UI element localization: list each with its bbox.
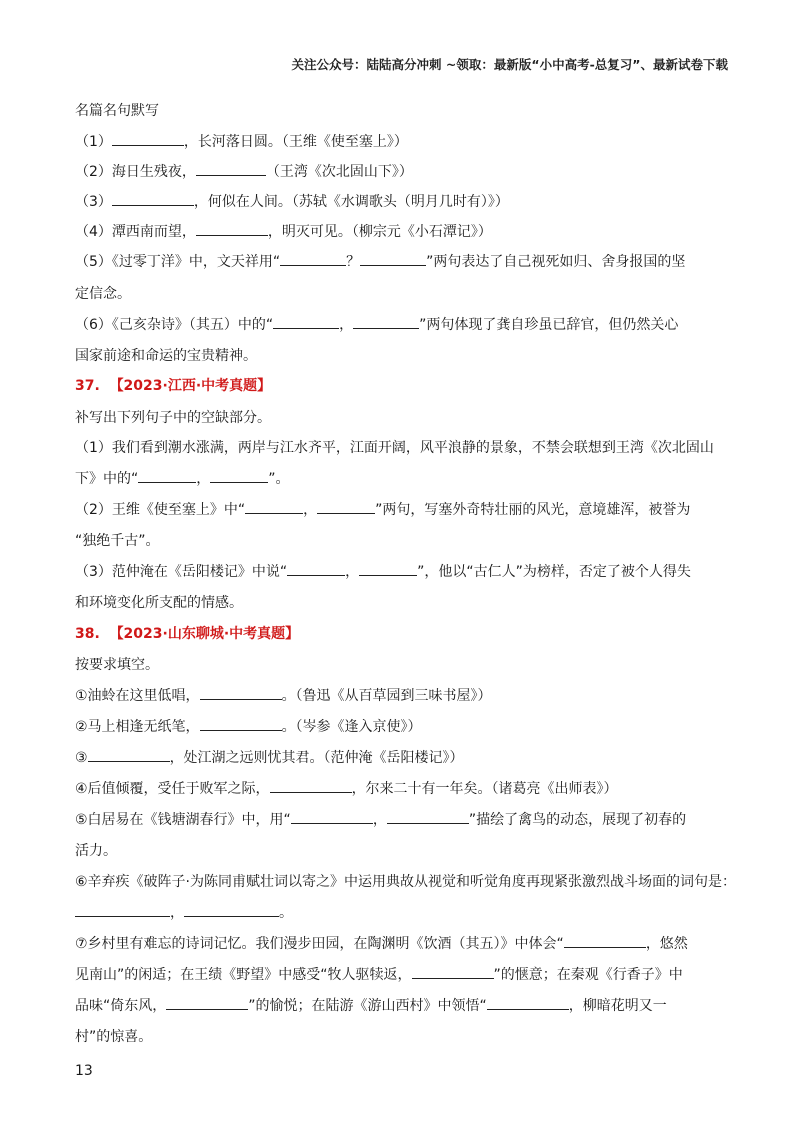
answer-blank[interactable]: [88, 747, 170, 762]
question-1-6-cont: 国家前途和命运的宝贵精神。: [75, 348, 257, 364]
section-title: 名篇名句默写: [75, 103, 159, 119]
answer-blank[interactable]: [166, 995, 248, 1010]
question-38-1: ①油蛉在这里低唱， 。（鲁迅《从百草园到三味书屋》）: [75, 685, 492, 705]
question-38-5-cont: 活力。: [75, 843, 117, 859]
answer-blank[interactable]: [412, 964, 494, 979]
page-header: 关注公众号：陆陆高分冲刺 ~领取：最新版“小中高考-总复习”、最新试卷下载: [291, 57, 728, 72]
answer-blank[interactable]: [210, 468, 268, 483]
answer-blank[interactable]: [387, 809, 469, 824]
answer-blank[interactable]: [564, 933, 646, 948]
question-38-7: ⑦乡村里有难忘的诗词记忆。我们漫步田园，在陶渊明《饮酒（其五）》中体会“ ，悠然: [75, 933, 688, 953]
answer-blank[interactable]: [273, 314, 339, 329]
question-37-3: （3）范仲淹在《岳阳楼记》中说“ ， ”，他以“古仁人”为榜样，否定了被个人得失: [75, 561, 691, 581]
question-38-7-cont2: 品味“倚东风， ”的愉悦；在陆游《游山西村》中领悟“ ，柳暗花明又一: [75, 995, 667, 1015]
question-1-4: （4）潭西南而望， ，明灭可见。（柳宗元《小石潭记》）: [75, 221, 492, 241]
answer-blank[interactable]: [270, 778, 352, 793]
question-number: 38.: [75, 626, 100, 642]
source-tag: 【2023·山东聊城·中考真题】: [109, 626, 300, 642]
answer-blank[interactable]: [487, 995, 569, 1010]
source-tag: 【2023·江西·中考真题】: [109, 378, 272, 394]
answer-blank[interactable]: [317, 499, 375, 514]
question-38-6-cont: ， 。: [75, 902, 293, 922]
answer-blank[interactable]: [75, 902, 170, 917]
question-37-heading: [75, 375, 271, 395]
question-37-2-cont: “独绝千古”。: [75, 533, 160, 549]
answer-blank[interactable]: [112, 191, 194, 206]
answer-blank[interactable]: [200, 716, 282, 731]
question-1-5: （5）《过零丁洋》中，文天祥用“ ？ ”两句表达了自己视死如归、舍身报国的坚: [75, 251, 685, 271]
answer-blank[interactable]: [138, 468, 196, 483]
question-38-instruction: 按要求填空。: [75, 657, 159, 673]
question-37-2: （2）王维《使至塞上》中“ ， ”两句，写塞外奇特壮丽的风光，意境雄浑，被誉为: [75, 499, 690, 519]
question-37-3-cont: 和环境变化所支配的情感。: [75, 595, 243, 611]
answer-blank[interactable]: [184, 902, 279, 917]
answer-blank[interactable]: [291, 809, 373, 824]
answer-blank[interactable]: [353, 314, 419, 329]
question-38-3: ③ ，处江湖之远则忧其君。（范仲淹《岳阳楼记》）: [75, 747, 464, 767]
question-number: 37.: [75, 378, 100, 394]
answer-blank[interactable]: [196, 161, 266, 176]
question-1-1: （1） ，长河落日圆。（王维《使至塞上》）: [75, 131, 408, 151]
page-number: 13: [75, 1063, 93, 1079]
question-1-2: （2）海日生残夜， （王湾《次北固山下》）: [75, 161, 413, 181]
answer-blank[interactable]: [200, 685, 282, 700]
question-37-1: （1）我们看到潮水涨满，两岸与江水齐平，江面开阔，风平浪静的景象，不禁会联想到王湾《次北固山: [75, 440, 714, 456]
answer-blank[interactable]: [245, 499, 303, 514]
answer-blank[interactable]: [287, 561, 345, 576]
question-38-heading: [75, 623, 299, 643]
question-1-5-cont: 定信念。: [75, 286, 131, 302]
answer-blank[interactable]: [360, 251, 426, 266]
question-38-5: ⑤白居易在《钱塘湖春行》中，用“ ， ”描绘了禽鸟的动态，展现了初春的: [75, 809, 686, 829]
answer-blank[interactable]: [112, 131, 184, 146]
answer-blank[interactable]: [359, 561, 417, 576]
question-37-1-cont: 下》中的“ ， ”。: [75, 468, 290, 488]
question-1-3: （3） ，何似在人间。（苏轼《水调歌头（明月几时有）》）: [75, 191, 509, 211]
question-38-7-cont3: 村”的惊喜。: [75, 1029, 153, 1045]
answer-blank[interactable]: [196, 221, 268, 236]
question-38-4: ④后值倾覆，受任于败军之际， ，尔来二十有一年矣。（诸葛亮《出师表》）: [75, 778, 618, 798]
answer-blank[interactable]: [280, 251, 346, 266]
question-37-instruction: 补写出下列句子中的空缺部分。: [75, 410, 271, 426]
question-1-6: （6）《己亥杂诗》（其五）中的“ ， ”两句体现了龚自珍虽已辞官，但仍然关心: [75, 314, 678, 334]
question-38-6: ⑥辛弃疾《破阵子·为陈同甫赋壮词以寄之》中运用典故从视觉和听觉角度再现紧张激烈战斗场面的词句是：: [75, 874, 736, 890]
question-38-2: ②马上相逢无纸笔， 。（岑参《逢入京使》）: [75, 716, 422, 736]
question-38-7-cont1: 见南山”的闲适；在王绩《野望》中感受“牧人驱犊返， ”的惬意；在秦观《行香子》中: [75, 964, 683, 984]
